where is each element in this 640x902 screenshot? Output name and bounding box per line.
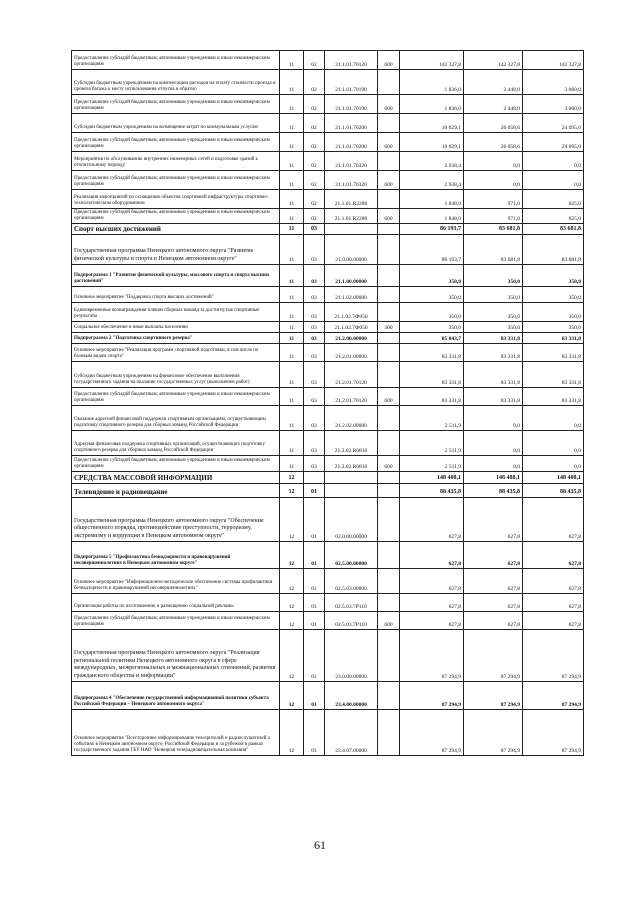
section-code: 11 (280, 209, 304, 224)
amount-year-3: 627,8 (523, 569, 584, 594)
amount-year-3: 0,0 (523, 152, 584, 171)
table-row (72, 190, 584, 209)
amount-year-3: 87 294,9 (523, 630, 584, 682)
target-article-code: 21.1.01.70120 (325, 51, 378, 70)
table-row (72, 612, 584, 630)
amount-year-2: 0,0 (464, 431, 523, 456)
target-article-code: 21.1.01.70200 (325, 133, 378, 152)
expense-type-code (378, 344, 400, 362)
subsection-code: 01 (304, 630, 325, 682)
budget-item-name: Организация работы по изготовлению и размещению социальной рекламы (72, 594, 280, 612)
target-article-code: 21.2.01.70120 (325, 362, 378, 388)
budget-item-name: Единовременные вознаграждения членам сборных команд за достигнутые спортивные результаты (72, 303, 280, 322)
budget-item-name: Предоставление субсидий бюджетным, автономным учреждениям и иным некоммерческим организациям (72, 209, 280, 224)
expense-type-code (378, 484, 400, 498)
section-code: 11 (280, 51, 304, 70)
budget-item-name: СРЕДСТВА МАССОВОЙ ИНФОРМАЦИИ (72, 472, 280, 484)
amount-year-2: 350,0 (464, 322, 523, 333)
amount-year-1: 87 294,9 (400, 630, 464, 682)
table-row (72, 209, 584, 224)
amount-year-2: 83 331,8 (464, 388, 523, 406)
section-code: 11 (280, 114, 304, 133)
target-article-code (325, 484, 378, 498)
target-article-code: 02.5.03.7Р110 (325, 612, 378, 630)
amount-year-3: 350,0 (523, 287, 584, 303)
amount-year-3: 83 331,8 (523, 362, 584, 388)
section-code: 12 (280, 569, 304, 594)
table-row (72, 388, 584, 406)
amount-year-2: 350,0 (464, 287, 523, 303)
subsection-code: 03 (304, 388, 325, 406)
table-row (72, 265, 584, 287)
expense-type-code (378, 333, 400, 344)
target-article-code: 21.1.01.70320 (325, 171, 378, 190)
target-article-code: 21.1.01.70320 (325, 152, 378, 171)
subsection-code: 01 (304, 569, 325, 594)
subsection-code: 02 (304, 51, 325, 70)
target-article-code: 21.1.00.00000 (325, 265, 378, 287)
amount-year-2: 26 058,6 (464, 133, 523, 152)
table-row (72, 70, 584, 95)
expense-type-code: 600 (378, 612, 400, 630)
amount-year-1: 148 488,1 (400, 472, 464, 484)
amount-year-1: 627,8 (400, 569, 464, 594)
amount-year-2: 87 294,9 (464, 682, 523, 710)
section-code: 11 (280, 362, 304, 388)
target-article-code: 21.1.01.70200 (325, 114, 378, 133)
subsection-code: 03 (304, 456, 325, 472)
target-article-code: 02.5.03.00000 (325, 569, 378, 594)
target-article-code: 21.2.02.R0810 (325, 456, 378, 472)
amount-year-1: 627,8 (400, 612, 464, 630)
amount-year-3: 627,8 (523, 612, 584, 630)
amount-year-3: 0,0 (523, 171, 584, 190)
target-article-code: 23.4.00.00000 (325, 682, 378, 710)
budget-item-name: Предоставление субсидий бюджетным, автономным учреждениям и иным некоммерческим организациям (72, 171, 280, 190)
amount-year-1: 627,8 (400, 498, 464, 542)
amount-year-3: 350,0 (523, 322, 584, 333)
subsection-code: 03 (304, 362, 325, 388)
subsection-code: 01 (304, 498, 325, 542)
amount-year-1: 627,8 (400, 594, 464, 612)
amount-year-3: 83 331,8 (523, 388, 584, 406)
amount-year-3: 83 681,8 (523, 235, 584, 265)
subsection-code: 02 (304, 152, 325, 171)
amount-year-1: 1 848,0 (400, 190, 464, 209)
amount-year-1: 627,8 (400, 542, 464, 569)
budget-table-body (72, 51, 584, 756)
expense-type-code: 600 (378, 133, 400, 152)
section-code: 11 (280, 265, 304, 287)
budget-item-name: Мероприятия по обслуживанию внутренних инженерных сетей и подготовке зданий к отопительному периоду (72, 152, 280, 171)
amount-year-1: 2 938,4 (400, 171, 464, 190)
amount-year-3: 83 331,8 (523, 333, 584, 344)
amount-year-3: 3 060,0 (523, 70, 584, 95)
budget-item-name: Спорт высших достижений (72, 224, 280, 235)
expense-type-code: 600 (378, 171, 400, 190)
table-row (72, 51, 584, 70)
budget-item-name: Основное мероприятие "Всестороннее информирование телезрителей и радиослушателей о событиях в Ненецком автономном округе, Российской Федерации и за рубежом в рамках государственного задания ГБУ НАО "Ненецкая телерадиовещательная компания" (72, 710, 280, 756)
expense-type-code (378, 224, 400, 235)
amount-year-1: 2 511,9 (400, 406, 464, 431)
amount-year-2: 88 435,8 (464, 484, 523, 498)
section-code: 12 (280, 542, 304, 569)
amount-year-2: 2 448,0 (464, 95, 523, 114)
expense-type-code: 600 (378, 456, 400, 472)
expense-type-code (378, 406, 400, 431)
subsection-code: 01 (304, 682, 325, 710)
subsection-code: 02 (304, 95, 325, 114)
table-row (72, 594, 584, 612)
amount-year-1: 83 331,8 (400, 344, 464, 362)
amount-year-1: 86 193,7 (400, 235, 464, 265)
target-article-code: 23.0.00.00000 (325, 630, 378, 682)
table-row (72, 133, 584, 152)
amount-year-2: 971,0 (464, 190, 523, 209)
amount-year-2: 83 681,8 (464, 235, 523, 265)
table-row (72, 472, 584, 484)
amount-year-1: 83 331,8 (400, 388, 464, 406)
expense-type-code (378, 594, 400, 612)
section-code: 11 (280, 322, 304, 333)
expense-type-code (378, 710, 400, 756)
table-row (72, 498, 584, 542)
table-row (72, 235, 584, 265)
expense-type-code (378, 362, 400, 388)
amount-year-3: 24 095,0 (523, 114, 584, 133)
budget-item-name: Подпрограмма 2 "Подготовка спортивного резерва" (72, 333, 280, 344)
amount-year-1: 1 848,0 (400, 209, 464, 224)
amount-year-3: 87 294,9 (523, 682, 584, 710)
budget-item-name: Предоставление субсидий бюджетным, автономным учреждениям и иным некоммерческим организациям (72, 95, 280, 114)
amount-year-3: 0,0 (523, 406, 584, 431)
expense-type-code (378, 498, 400, 542)
subsection-code: 02 (304, 133, 325, 152)
amount-year-3: 3 060,0 (523, 95, 584, 114)
budget-item-name: Предоставление субсидий бюджетным, автономным учреждениям и иным некоммерческим организациям (72, 133, 280, 152)
amount-year-2: 0,0 (464, 406, 523, 431)
section-code: 12 (280, 594, 304, 612)
budget-item-name: Предоставление субсидий бюджетным, автономным учреждениям и иным некоммерческим организациям (72, 612, 280, 630)
section-code: 12 (280, 710, 304, 756)
subsection-code: 01 (304, 612, 325, 630)
subsection-code: 02 (304, 171, 325, 190)
amount-year-2: 627,8 (464, 498, 523, 542)
target-article-code (325, 224, 378, 235)
budget-item-name: Субсидии бюджетным учреждениям на компенсацию расходов на оплату стоимости проезда и провоза багажа к месту использования отпуска и обратно (72, 70, 280, 95)
amount-year-1: 350,0 (400, 287, 464, 303)
expense-type-code (378, 569, 400, 594)
expense-type-code (378, 190, 400, 209)
subsection-code: 01 (304, 542, 325, 569)
amount-year-2: 148 488,1 (464, 472, 523, 484)
budget-item-name: Подпрограмма 4 "Обеспечение государственной информационной политики субъекта Российской Федерации – Ненецкого автономного округа" (72, 682, 280, 710)
subsection-code: 03 (304, 333, 325, 344)
section-code: 11 (280, 456, 304, 472)
table-row (72, 333, 584, 344)
expense-type-code (378, 114, 400, 133)
subsection-code: 01 (304, 594, 325, 612)
budget-item-name: Предоставление субсидий бюджетным, автономным учреждениям и иным некоммерческим организациям (72, 51, 280, 70)
target-article-code: 21.2.01.70120 (325, 388, 378, 406)
table-row (72, 287, 584, 303)
budget-item-name: Государственная программа Ненецкого автономного округа "Обеспечение общественного порядка, противодействие преступности, терроризму, экстремизму и коррупции в Ненецком автономном округе" (72, 498, 280, 542)
target-article-code: 21.1.02.7Ф050 (325, 322, 378, 333)
amount-year-2: 0,0 (464, 152, 523, 171)
budget-item-name: Основное мероприятие "Реализация программ спортивной подготовки, в том числе по базовым видам спорта" (72, 344, 280, 362)
amount-year-3: 88 435,8 (523, 484, 584, 498)
subsection-code: 03 (304, 406, 325, 431)
amount-year-2: 350,0 (464, 265, 523, 287)
amount-year-2: 971,0 (464, 209, 523, 224)
expense-type-code (378, 152, 400, 171)
subsection-code: 03 (304, 303, 325, 322)
amount-year-1: 350,0 (400, 322, 464, 333)
section-code: 11 (280, 171, 304, 190)
amount-year-2: 142 327,8 (464, 51, 523, 70)
amount-year-2: 2 448,0 (464, 70, 523, 95)
amount-year-1: 2 938,4 (400, 152, 464, 171)
table-row (72, 484, 584, 498)
section-code: 12 (280, 682, 304, 710)
section-code: 11 (280, 287, 304, 303)
budget-item-name: Предоставление субсидий бюджетным, автономным учреждениям и иным некоммерческим организациям (72, 456, 280, 472)
expense-type-code (378, 70, 400, 95)
table-row (72, 322, 584, 333)
amount-year-3: 148 488,1 (523, 472, 584, 484)
section-code: 11 (280, 344, 304, 362)
amount-year-1: 10 629,1 (400, 133, 464, 152)
section-code: 11 (280, 95, 304, 114)
target-article-code: 02.0.00.00000 (325, 498, 378, 542)
amount-year-3: 350,0 (523, 265, 584, 287)
amount-year-1: 87 294,9 (400, 710, 464, 756)
budget-item-name: Подпрограмма 5 "Профилактика безнадзорности и правонарушений несовершеннолетних в Ненецком автономном округе" (72, 542, 280, 569)
subsection-code: 02 (304, 70, 325, 95)
section-code: 12 (280, 498, 304, 542)
table-row (72, 95, 584, 114)
subsection-code: 02 (304, 209, 325, 224)
table-row (72, 569, 584, 594)
target-article-code: 02.5.00.00000 (325, 542, 378, 569)
budget-item-name: Основное мероприятие "Информационно-методическое обеспечение системы профилактики безнадзорности и правонарушений несовершеннолетних" (72, 569, 280, 594)
amount-year-3: 627,8 (523, 594, 584, 612)
target-article-code: 21.1.01.R2280 (325, 209, 378, 224)
target-article-code: 21.2.01.00000 (325, 344, 378, 362)
budget-item-name: Субсидии бюджетным учреждениям на возмещение затрат по коммунальным услугам (72, 114, 280, 133)
amount-year-3: 0,0 (523, 431, 584, 456)
amount-year-2: 350,0 (464, 303, 523, 322)
table-row (72, 431, 584, 456)
section-code: 11 (280, 152, 304, 171)
amount-year-2: 83 331,8 (464, 362, 523, 388)
section-code: 11 (280, 133, 304, 152)
amount-year-3: 83 331,8 (523, 344, 584, 362)
amount-year-2: 627,8 (464, 569, 523, 594)
target-article-code: 21.1.01.70190 (325, 95, 378, 114)
subsection-code (304, 472, 325, 484)
table-row (72, 171, 584, 190)
expense-type-code (378, 235, 400, 265)
section-code: 11 (280, 333, 304, 344)
target-article-code: 21.2.00.00000 (325, 333, 378, 344)
target-article-code: 21.0.00.00000 (325, 235, 378, 265)
amount-year-3: 350,0 (523, 303, 584, 322)
target-article-code: 21.2.02.R0810 (325, 431, 378, 456)
expense-type-code (378, 472, 400, 484)
subsection-code: 03 (304, 287, 325, 303)
section-code: 12 (280, 472, 304, 484)
budget-item-name: Государственная программа Ненецкого автономного округа "Развитие физической культуры и спорта в Ненецком автономном округе" (72, 235, 280, 265)
section-code: 12 (280, 484, 304, 498)
page-number: 61 (314, 838, 326, 852)
amount-year-1: 2 511,9 (400, 456, 464, 472)
amount-year-2: 87 294,9 (464, 630, 523, 682)
section-code: 11 (280, 235, 304, 265)
subsection-code: 02 (304, 190, 325, 209)
amount-year-2: 83 331,8 (464, 344, 523, 362)
budget-table (71, 50, 584, 756)
budget-item-name: Оказание адресной финансовой поддержки спортивным организациям, осуществляющим подготовку спортивного резерва для сборных команд Российской Федерации (72, 406, 280, 431)
budget-item-name: Подпрограмма 1 "Развитие физической культуры, массового спорта и спорта высших достижений" (72, 265, 280, 287)
amount-year-2: 0,0 (464, 171, 523, 190)
budget-item-name: Предоставление субсидий бюджетным, автономным учреждениям и иным некоммерческим организациям (72, 388, 280, 406)
expense-type-code: 300 (378, 322, 400, 333)
expense-type-code: 600 (378, 51, 400, 70)
expense-type-code: 600 (378, 388, 400, 406)
section-code: 11 (280, 431, 304, 456)
subsection-code: 02 (304, 114, 325, 133)
table-row (72, 710, 584, 756)
subsection-code: 03 (304, 431, 325, 456)
amount-year-1: 350,0 (400, 265, 464, 287)
target-article-code: 21.1.01.R2280 (325, 190, 378, 209)
amount-year-2: 627,8 (464, 542, 523, 569)
section-code: 11 (280, 190, 304, 209)
amount-year-2: 627,8 (464, 594, 523, 612)
amount-year-2: 627,8 (464, 612, 523, 630)
budget-item-name: Социальное обеспечение и иные выплаты населению (72, 322, 280, 333)
table-row (72, 682, 584, 710)
amount-year-3: 0,0 (523, 456, 584, 472)
amount-year-1: 86 193,7 (400, 224, 464, 235)
amount-year-2: 87 294,9 (464, 710, 523, 756)
subsection-code: 03 (304, 265, 325, 287)
expense-type-code: 600 (378, 209, 400, 224)
budget-item-name: Субсидии бюджетным учреждениям на финансовое обеспечение выполнения государственного задания на оказание государственных услуг (выполнение работ) (72, 362, 280, 388)
amount-year-1: 350,0 (400, 303, 464, 322)
section-code: 11 (280, 70, 304, 95)
amount-year-2: 0,0 (464, 456, 523, 472)
amount-year-3: 87 294,9 (523, 710, 584, 756)
amount-year-1: 85 843,7 (400, 333, 464, 344)
expense-type-code (378, 303, 400, 322)
target-article-code: 21.1.02.00000 (325, 287, 378, 303)
expense-type-code (378, 265, 400, 287)
table-row (72, 456, 584, 472)
amount-year-1: 10 629,1 (400, 114, 464, 133)
target-article-code: 02.5.03.7Р110 (325, 594, 378, 612)
amount-year-1: 2 511,9 (400, 431, 464, 456)
amount-year-1: 142 327,8 (400, 51, 464, 70)
table-row (72, 344, 584, 362)
target-article-code: 23.4.07.00000 (325, 710, 378, 756)
budget-item-name: Реализация мероприятий по оснащению объектов спортивной инфраструктуры спортивно-технологическим оборудованием (72, 190, 280, 209)
subsection-code: 01 (304, 710, 325, 756)
section-code: 12 (280, 612, 304, 630)
amount-year-2: 83 331,8 (464, 333, 523, 344)
section-code: 11 (280, 303, 304, 322)
amount-year-1: 1 836,0 (400, 70, 464, 95)
amount-year-1: 87 294,9 (400, 682, 464, 710)
budget-item-name: Государственная программа Ненецкого автономного округа "Реализация региональной политики Ненецкого автономного округа в сфере международных, межрегиональных и межнациональных отношений, развития гражданского общества и информации" (72, 630, 280, 682)
amount-year-2: 83 681,8 (464, 224, 523, 235)
amount-year-3: 627,8 (523, 498, 584, 542)
budget-item-name: Основное мероприятие "Поддержка спорта высших достижений" (72, 287, 280, 303)
subsection-code: 03 (304, 224, 325, 235)
expense-type-code (378, 630, 400, 682)
table-row (72, 303, 584, 322)
table-row (72, 152, 584, 171)
expense-type-code (378, 542, 400, 569)
amount-year-3: 625,0 (523, 209, 584, 224)
expense-type-code (378, 287, 400, 303)
amount-year-3: 142 327,8 (523, 51, 584, 70)
section-code: 11 (280, 406, 304, 431)
target-article-code: 21.1.01.70190 (325, 70, 378, 95)
table-row (72, 406, 584, 431)
amount-year-3: 625,0 (523, 190, 584, 209)
subsection-code: 03 (304, 235, 325, 265)
section-code: 11 (280, 388, 304, 406)
table-row (72, 542, 584, 569)
amount-year-2: 26 058,6 (464, 114, 523, 133)
amount-year-1: 83 331,8 (400, 362, 464, 388)
table-row (72, 362, 584, 388)
budget-item-name: Адресная финансовая поддержка спортивных организаций, осуществляющих подготовку спортивного резерва для сборных команд Российской Федерации (72, 431, 280, 456)
amount-year-3: 83 681,8 (523, 224, 584, 235)
table-row (72, 114, 584, 133)
table-row (72, 224, 584, 235)
target-article-code (325, 472, 378, 484)
expense-type-code (378, 431, 400, 456)
subsection-code: 01 (304, 484, 325, 498)
budget-item-name: Телевидение и радиовещание (72, 484, 280, 498)
subsection-code: 03 (304, 322, 325, 333)
target-article-code: 21.1.02.7Ф050 (325, 303, 378, 322)
amount-year-3: 627,8 (523, 542, 584, 569)
target-article-code: 21.2.02.00000 (325, 406, 378, 431)
subsection-code: 03 (304, 344, 325, 362)
table-row (72, 630, 584, 682)
section-code: 12 (280, 630, 304, 682)
amount-year-3: 24 095,0 (523, 133, 584, 152)
section-code: 11 (280, 224, 304, 235)
expense-type-code: 600 (378, 95, 400, 114)
amount-year-1: 1 836,0 (400, 95, 464, 114)
expense-type-code (378, 682, 400, 710)
amount-year-1: 88 435,8 (400, 484, 464, 498)
